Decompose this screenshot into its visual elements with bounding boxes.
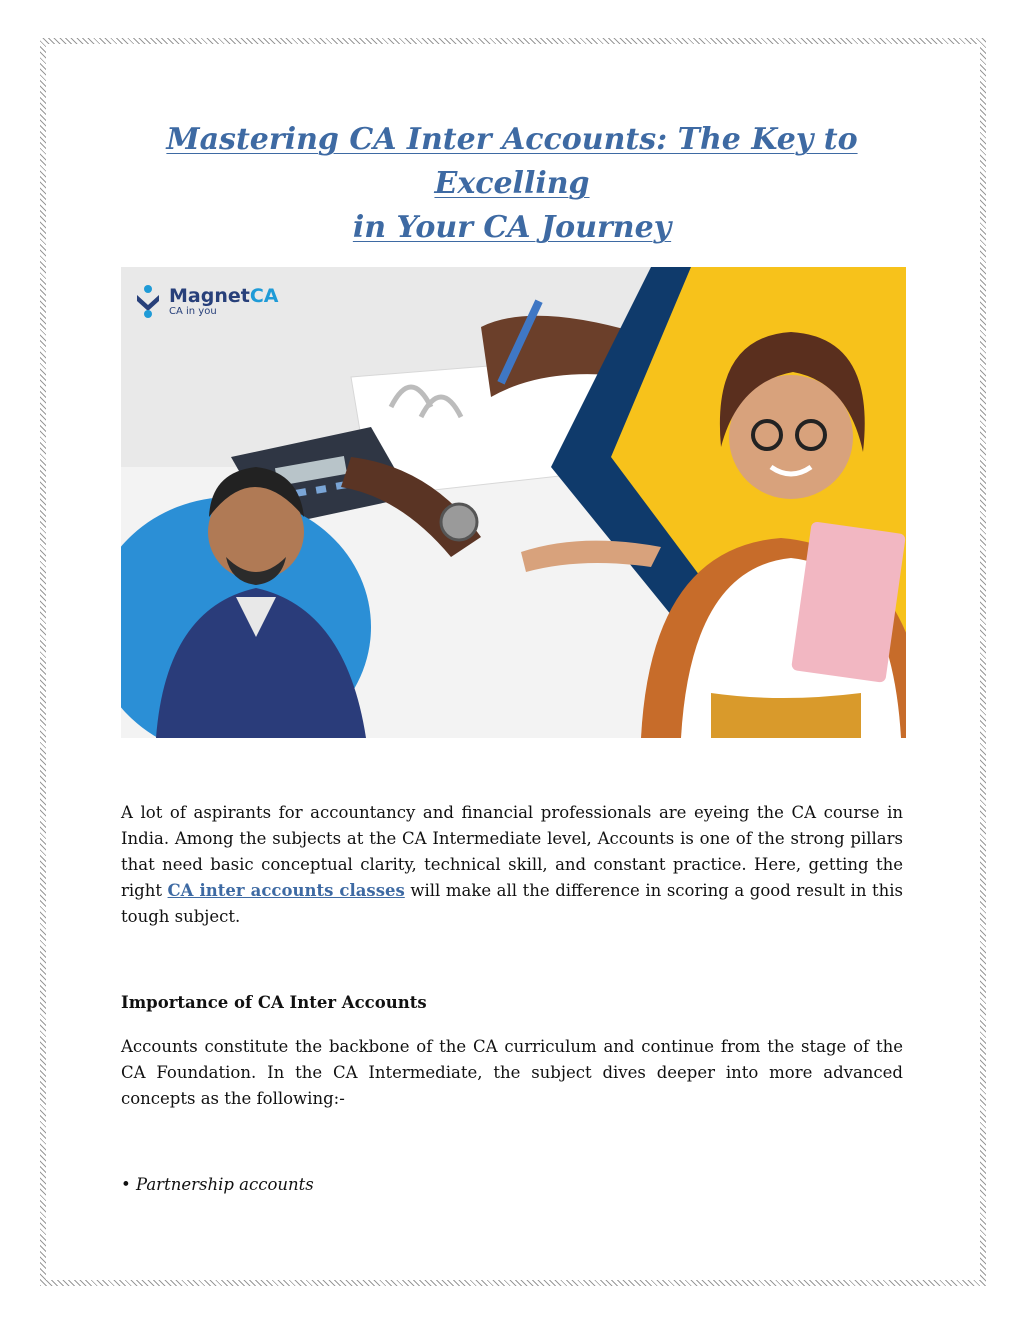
magnetca-logo-icon <box>135 283 161 319</box>
section-paragraph: Accounts constitute the backbone of the CA curriculum and continue from the stage of the CA Foundation. In the CA Intermediate, the subject dives deeper into more advanced concepts as the following:- <box>121 1037 903 1108</box>
hero-image <box>121 267 906 738</box>
list-item <box>121 1172 314 1198</box>
hero-illustration <box>121 267 906 738</box>
page-title <box>100 118 924 250</box>
bullet-marker: • <box>121 1175 131 1194</box>
logo-tagline: CA in you <box>169 305 217 317</box>
intro-text-after: will make all the difference in scoring a good result in this tough subject. <box>121 881 903 926</box>
section-heading: Importance of CA Inter Accounts <box>121 993 427 1012</box>
logo-name-accent: CA <box>249 284 279 307</box>
title-line-1: Mastering CA Inter Accounts: The Key to Excelling <box>166 122 858 201</box>
intro-paragraph <box>121 800 903 930</box>
ca-inter-accounts-classes-link[interactable]: CA inter accounts classes <box>167 881 405 900</box>
intro-text-before: A lot of aspirants for accountancy and financial professionals are eyeing the CA course in India. Among the subjects at the CA Intermediate level, Accounts is one of the strong pillars that need basic conceptual clarity, technical skill, and constant practice. Here, getting the right <box>121 803 903 900</box>
logo-name: Magnet <box>169 284 250 307</box>
bullet-text: Partnership accounts <box>135 1175 314 1194</box>
title-line-2: in Your CA Journey <box>352 210 672 245</box>
magnetca-logo <box>135 283 278 319</box>
